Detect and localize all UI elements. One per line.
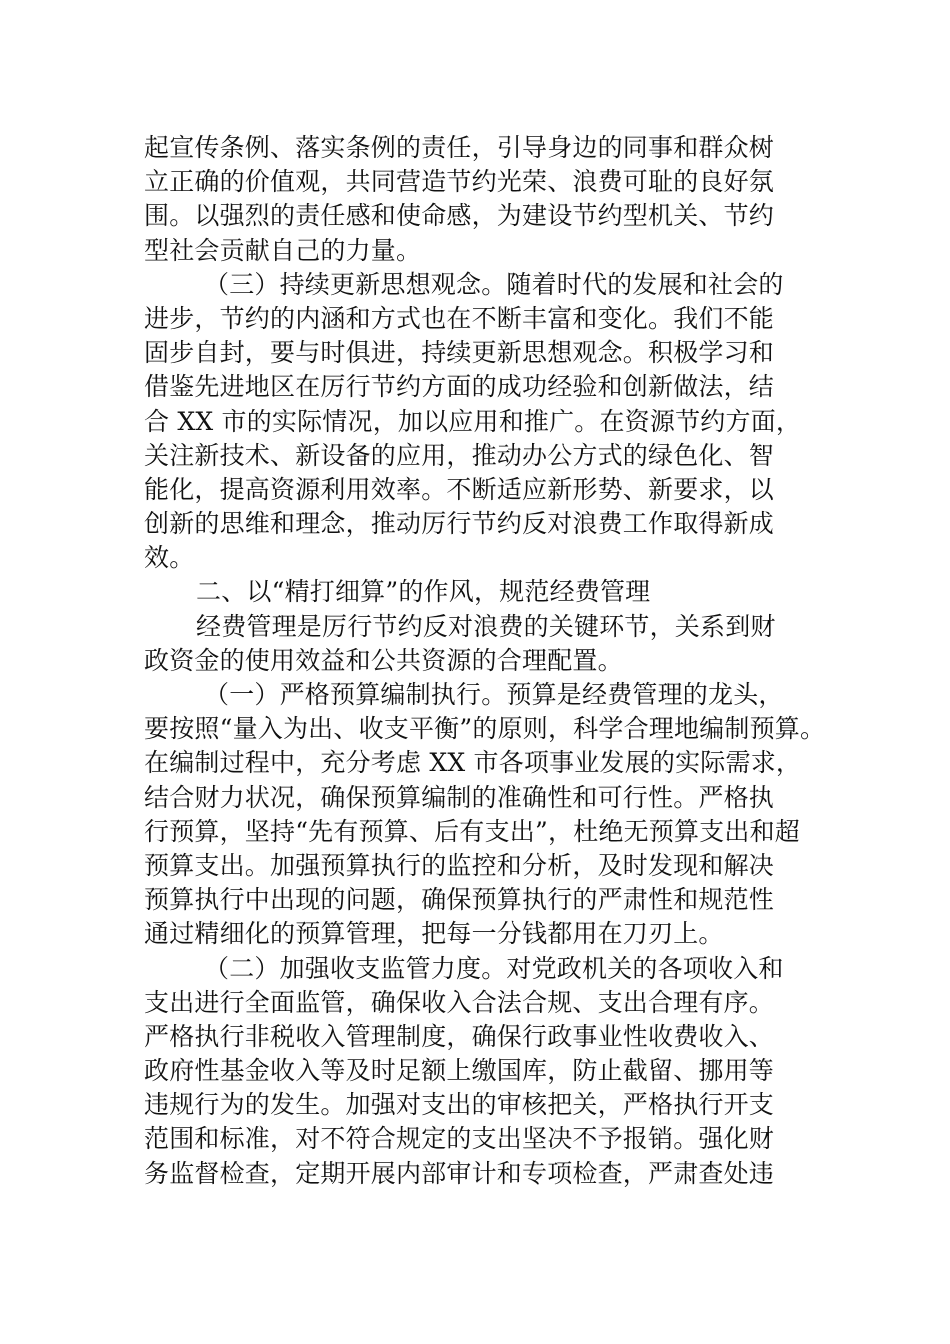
text-line: 严格执行非税收入管理制度，确保行政事业性收费收入、 <box>144 1021 775 1051</box>
text-line: 要按照“量入为出、收支平衡”的原则，科学合理地编制预算。 <box>144 714 826 744</box>
text-line: 立正确的价值观，共同营造节约光荣、浪费可耻的良好氛 <box>144 167 775 197</box>
text-line: 预算支出。加强预算执行的监控和分析，及时发现和解决 <box>144 850 775 880</box>
document-body <box>144 131 826 1191</box>
text-line: 支出进行全面监管，确保收入合法合规、支出合理有序。 <box>144 987 775 1017</box>
text-line: 范围和标准，对不符合规定的支出坚决不予报销。强化财 <box>144 1124 775 1154</box>
text-line: 通过精细化的预算管理，把每一分钱都用在刀刃上。 <box>144 919 724 949</box>
text-line: 围。以强烈的责任感和使命感，为建设节约型机关、节约 <box>144 201 775 231</box>
text-line: 创新的思维和理念，推动厉行节约反对浪费工作取得新成 <box>144 509 775 539</box>
text-line: 型社会贡献自己的力量。 <box>144 235 422 265</box>
text-line: 行预算，坚持“先有预算、后有支出”，杜绝无预算支出和超 <box>144 816 800 846</box>
text-line: 能化，提高资源利用效率。不断适应新形势、新要求，以 <box>144 474 775 504</box>
text-line: （二）加强收支监管力度。对党政机关的各项收入和 <box>204 953 784 983</box>
text-line: 经费管理是厉行节约反对浪费的关键环节，关系到财 <box>196 611 776 641</box>
section-heading: 二、以“精打细算”的作风，规范经费管理 <box>196 577 651 607</box>
text-line: 在编制过程中，充分考虑 XX 市各项事业发展的实际需求， <box>144 748 802 778</box>
text-line: 固步自封，要与时俱进，持续更新思想观念。积极学习和 <box>144 338 775 368</box>
text-line: 政资金的使用效益和公共资源的合理配置。 <box>144 645 623 675</box>
text-line: 合 XX 市的实际情况，加以应用和推广。在资源节约方面， <box>144 406 802 436</box>
text-line: 预算执行中出现的问题，确保预算执行的严肃性和规范性 <box>144 885 775 915</box>
text-line: 务监督检查，定期开展内部审计和专项检查，严肃查处违 <box>144 1158 775 1188</box>
text-line: 效。 <box>144 543 195 573</box>
text-line: 政府性基金收入等及时足额上缴国库，防止截留、挪用等 <box>144 1056 775 1086</box>
text-line: 关注新技术、新设备的应用，推动办公方式的绿色化、智 <box>144 440 775 470</box>
text-line: 违规行为的发生。加强对支出的审核把关，严格执行开支 <box>144 1090 775 1120</box>
text-line: （三）持续更新思想观念。随着时代的发展和社会的 <box>204 269 784 299</box>
text-line: （一）严格预算编制执行。预算是经费管理的龙头， <box>204 680 784 709</box>
text-line: 结合财力状况，确保预算编制的准确性和可行性。严格执 <box>144 782 775 812</box>
text-line: 借鉴先进地区在厉行节约方面的成功经验和创新做法，结 <box>144 372 775 402</box>
text-line: 进步，节约的内涵和方式也在不断丰富和变化。我们不能 <box>144 303 775 333</box>
text-line: 起宣传条例、落实条例的责任，引导身边的同事和群众树 <box>144 133 775 162</box>
